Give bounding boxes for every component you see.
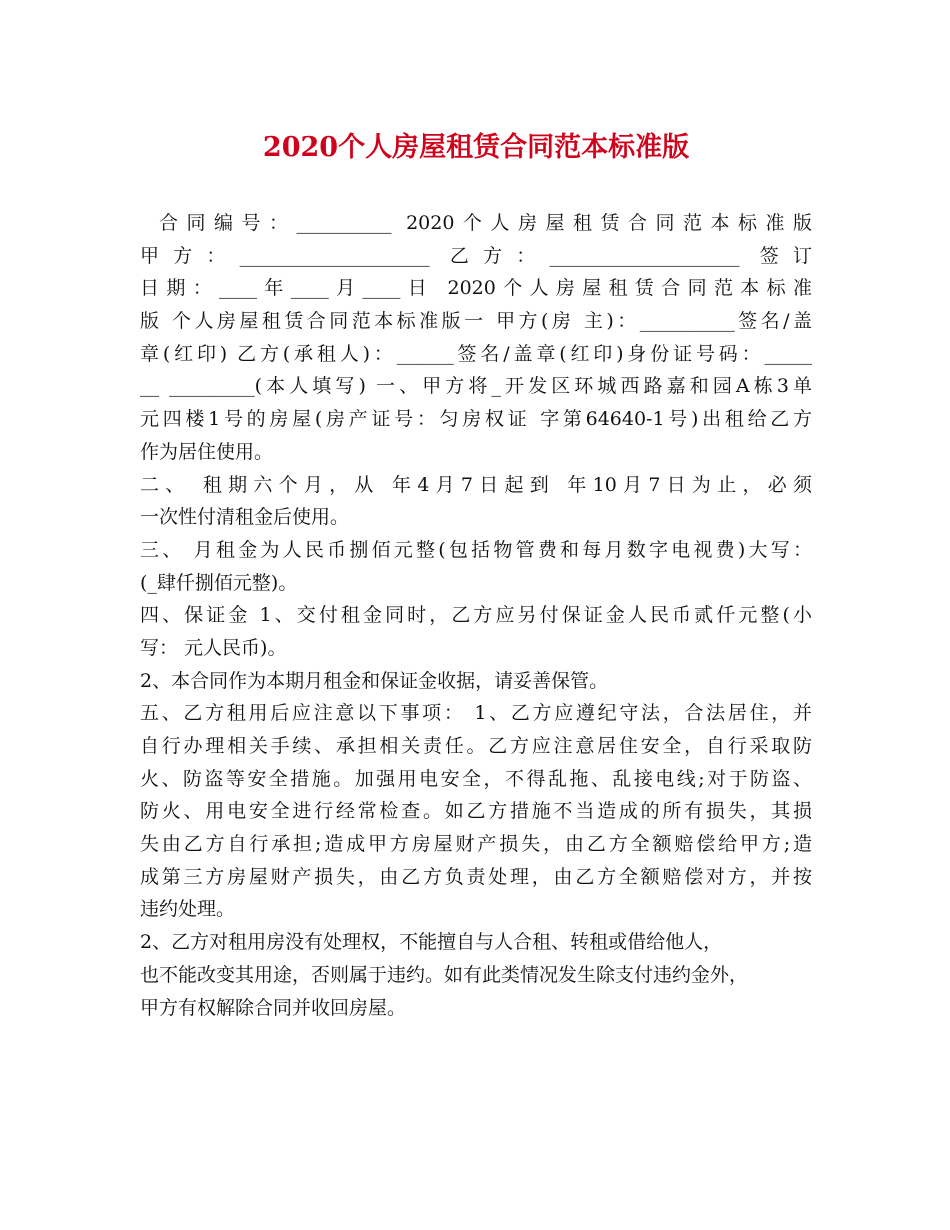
text-line: 三、 月租金为人民币捌佰元整(包括物管费和每月数字电视费)大写： — [140, 538, 812, 561]
text-line: (_肆仟捌佰元整)。 — [140, 571, 298, 594]
document-body — [140, 207, 812, 1024]
document-title: 2020个人房屋租赁合同范本标准版 — [262, 132, 690, 163]
text-line: 写： 元人民币)。 — [140, 636, 287, 659]
text-line: 五、乙方租用后应注意以下事项： 1、乙方应遵纪守法，合法居住，并 — [140, 702, 812, 725]
text-line: 2、本合同作为本期月租金和保证金收据，请妥善保管。 — [140, 669, 609, 692]
text-line: 火、防盗等安全措施。加强用电安全，不得乱拖、乱接电线;对于防盗、 — [140, 767, 812, 790]
text-line: 防火、用电安全进行经常检查。如乙方措施不当造成的所有损失，其损 — [140, 800, 812, 823]
text-line: 二、 租期六个月，从 年4月7日起到 年10月7日为止，必须 — [140, 473, 812, 496]
text-line: 违约处理。 — [140, 898, 236, 921]
text-line: __ _________(本人填写) 一、甲方将_开发区环城西路嘉和园A栋3单 — [140, 375, 812, 398]
text-line: 合同编号：__________ 2020个人房屋租赁合同范本标准版 — [159, 212, 812, 234]
text-line: 成第三方房屋财产损失，由乙方负责处理，由乙方全额赔偿对方，并按 — [140, 865, 812, 888]
text-line: 版 个人房屋租赁合同范本标准版一 甲方(房 主)：__________签名/盖 — [140, 310, 812, 333]
text-line: 元四楼1号的房屋(房产证号：匀房权证 字第64640-1号)出租给乙方 — [140, 408, 812, 431]
text-line: 章(红印) 乙方(承租人)：______签名/盖章(红印)身份证号码：_____ — [140, 342, 812, 365]
text-line: 甲方：____________________ 乙方：____________________ 签订 — [140, 244, 812, 267]
text-line: 失由乙方自行承担;造成甲方房屋财产损失，由乙方全额赔偿给甲方;造 — [140, 833, 812, 856]
text-line: 日期：____年____月____日 2020个人房屋租赁合同范本标准 — [140, 277, 812, 300]
text-line: 作为居住使用。 — [140, 440, 274, 463]
text-line: 2、乙方对租用房没有处理权，不能擅自与人合租、转租或借给他人， — [140, 931, 723, 954]
text-line: 自行办理相关手续、承担相关责任。乙方应注意居住安全，自行采取防 — [140, 735, 812, 757]
text-line: 甲方有权解除合同并收回房屋。 — [140, 996, 407, 1019]
text-line: 四、保证金 1、交付租金同时，乙方应另付保证金人民币贰仟元整(小 — [140, 604, 812, 627]
text-line: 一次性付清租金后使用。 — [140, 506, 350, 529]
text-line: 也不能改变其用途，否则属于违约。如有此类情况发生除支付违约金外， — [140, 963, 749, 986]
